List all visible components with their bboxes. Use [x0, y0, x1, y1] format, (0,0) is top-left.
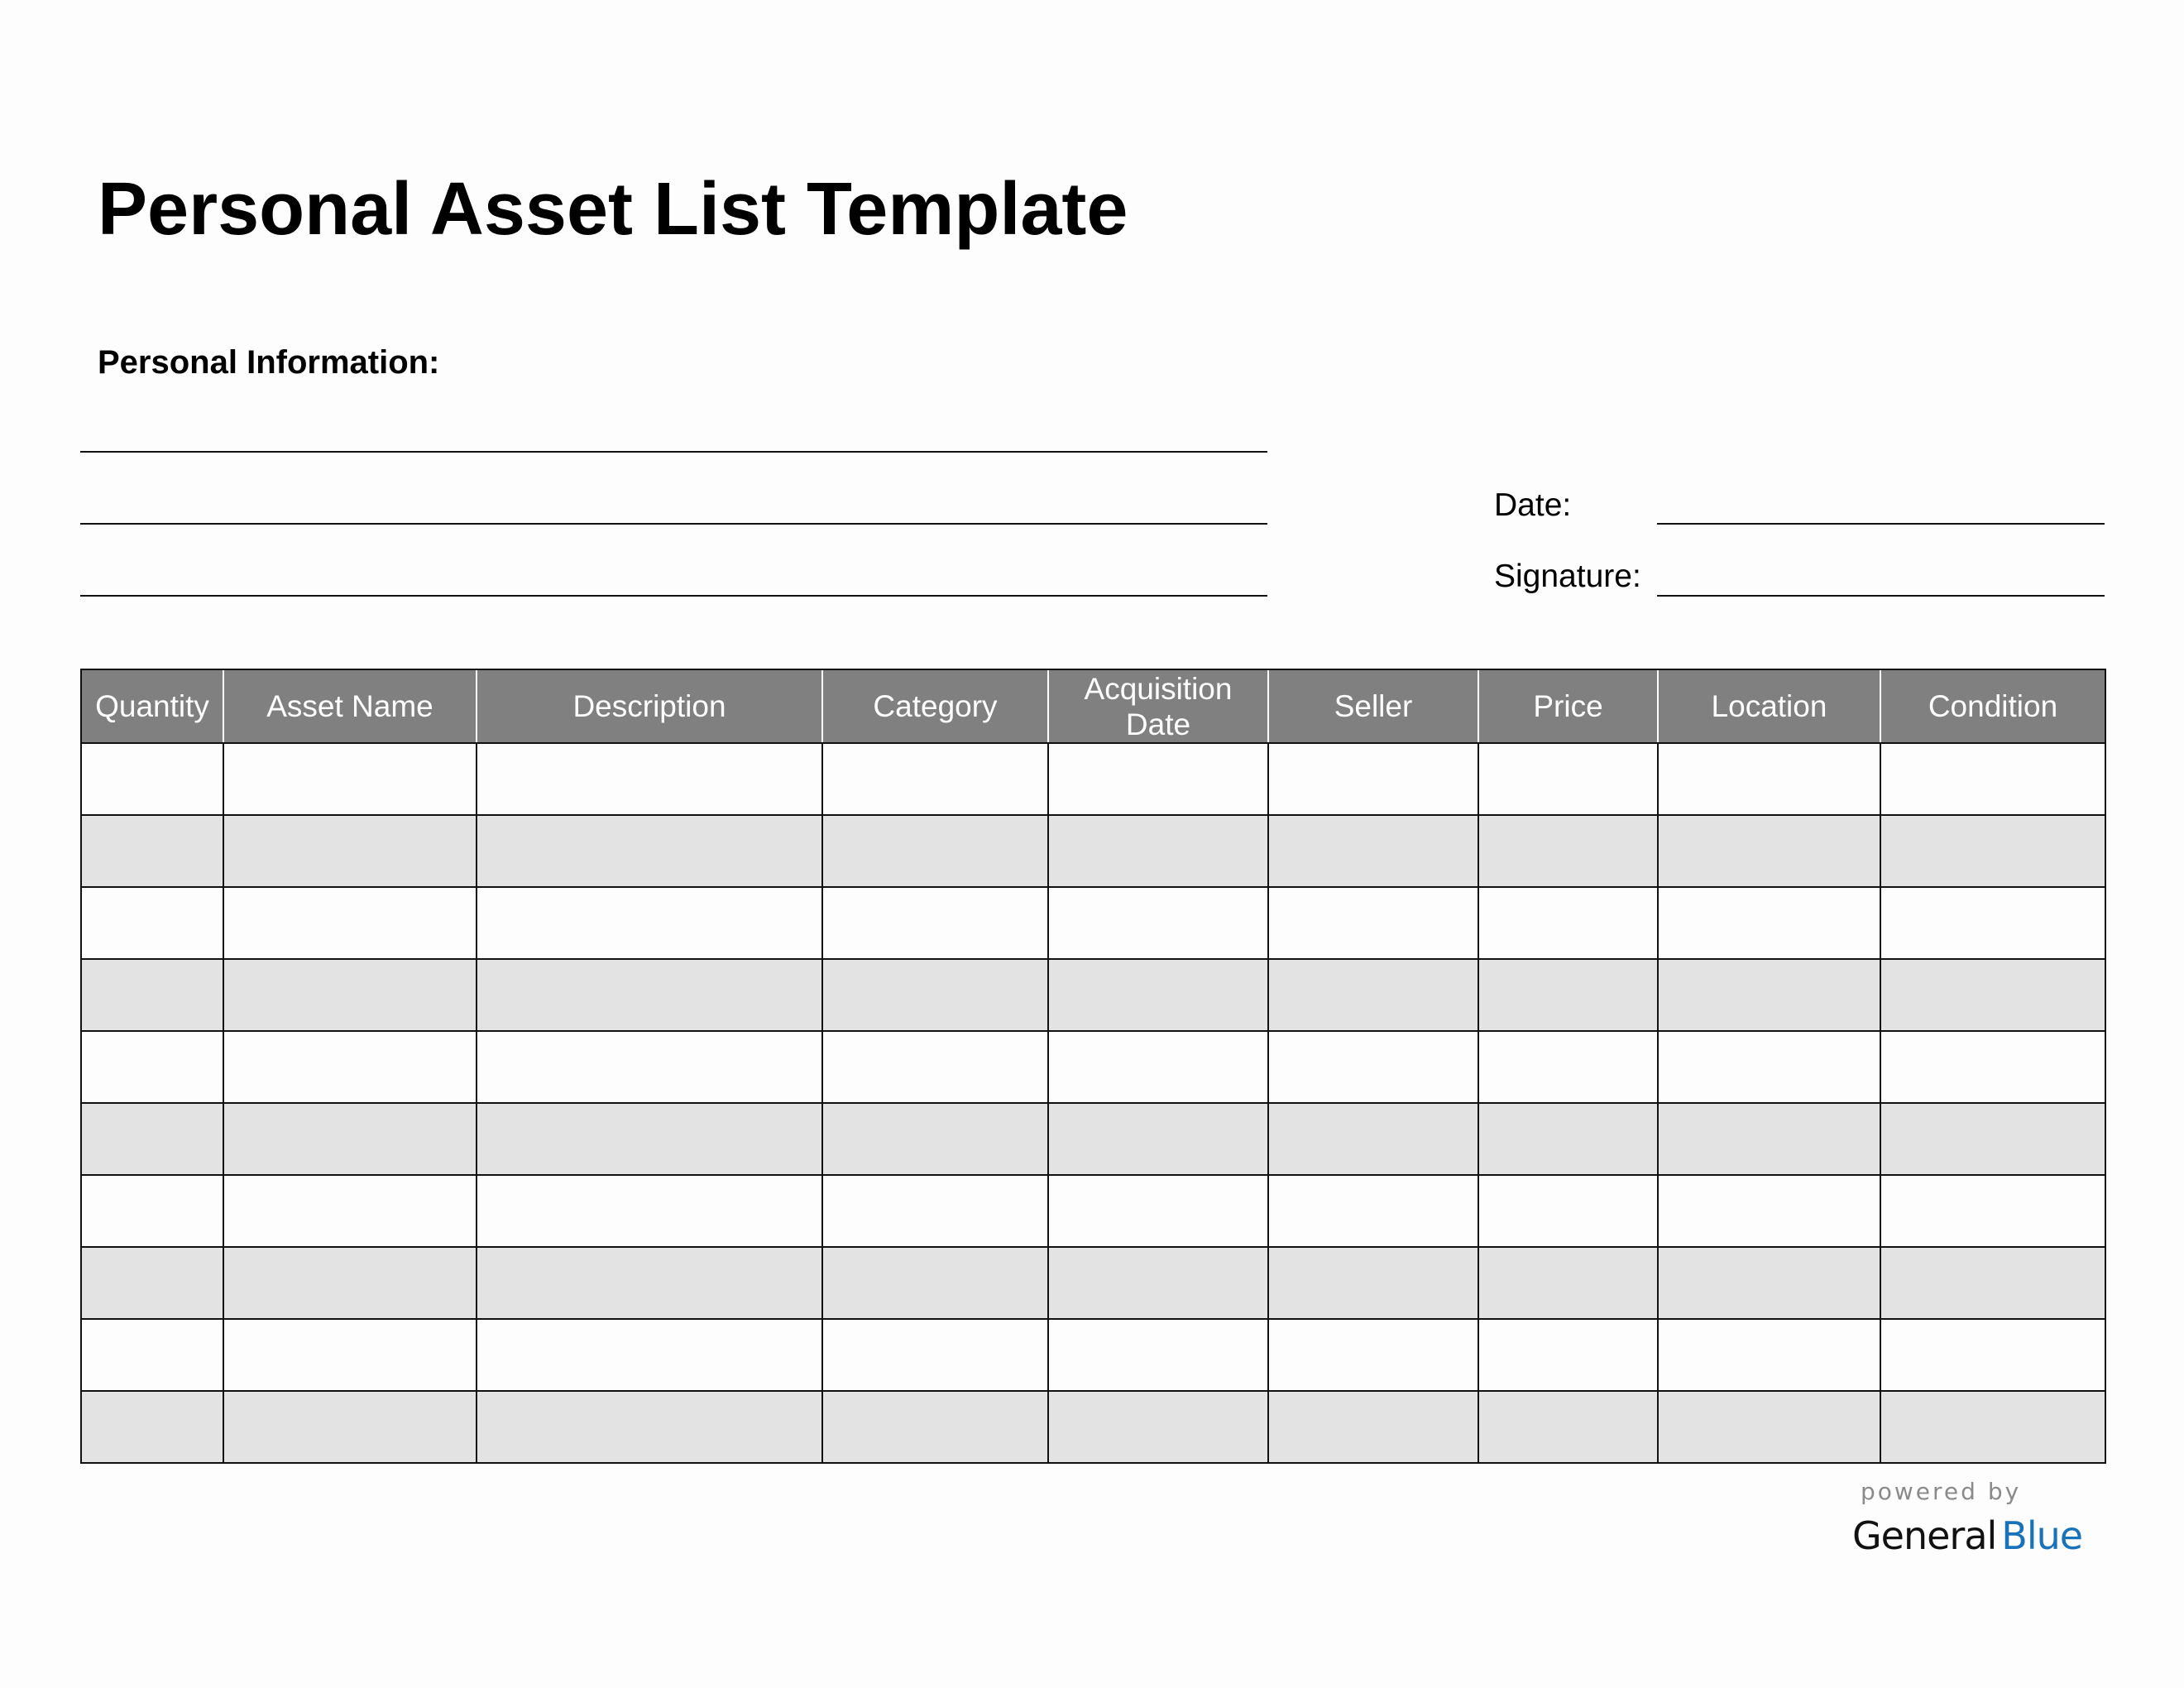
- cell-asset-name[interactable]: [223, 1175, 477, 1247]
- personal-info-line-3[interactable]: [80, 595, 1267, 597]
- cell-asset-name[interactable]: [223, 959, 477, 1031]
- cell-category[interactable]: [822, 1247, 1048, 1319]
- cell-description[interactable]: [477, 815, 822, 887]
- cell-description[interactable]: [477, 1103, 822, 1175]
- cell-price[interactable]: [1478, 743, 1658, 815]
- cell-price[interactable]: [1478, 1031, 1658, 1103]
- signature-label: Signature:: [1494, 559, 1641, 594]
- cell-price[interactable]: [1478, 1175, 1658, 1247]
- cell-acquisition-date[interactable]: [1048, 815, 1268, 887]
- cell-asset-name[interactable]: [223, 1391, 477, 1463]
- logo-text-general: General: [1852, 1513, 1997, 1558]
- cell-price[interactable]: [1478, 1247, 1658, 1319]
- date-field-line[interactable]: [1657, 523, 2105, 525]
- table-row: [81, 959, 2105, 1031]
- cell-price[interactable]: [1478, 815, 1658, 887]
- column-header-acquisition-date: Acquisition Date: [1048, 669, 1268, 743]
- column-header-condition: Condition: [1880, 669, 2105, 743]
- cell-condition[interactable]: [1880, 815, 2105, 887]
- column-header-category: Category: [822, 669, 1048, 743]
- table-row: [81, 743, 2105, 815]
- table-row: [81, 1175, 2105, 1247]
- cell-condition[interactable]: [1880, 887, 2105, 959]
- cell-quantity[interactable]: [81, 887, 223, 959]
- signature-field-line[interactable]: [1657, 595, 2105, 597]
- cell-seller[interactable]: [1268, 1175, 1478, 1247]
- date-label: Date:: [1494, 487, 1572, 523]
- cell-seller[interactable]: [1268, 743, 1478, 815]
- cell-quantity[interactable]: [81, 959, 223, 1031]
- cell-location[interactable]: [1658, 1247, 1880, 1319]
- personal-information-label: Personal Information:: [98, 344, 440, 381]
- cell-price[interactable]: [1478, 1319, 1658, 1391]
- cell-category[interactable]: [822, 1391, 1048, 1463]
- cell-condition[interactable]: [1880, 1103, 2105, 1175]
- cell-description[interactable]: [477, 1247, 822, 1319]
- cell-asset-name[interactable]: [223, 1319, 477, 1391]
- cell-condition[interactable]: [1880, 743, 2105, 815]
- cell-location[interactable]: [1658, 1175, 1880, 1247]
- cell-description[interactable]: [477, 1319, 822, 1391]
- column-header-description: Description: [477, 669, 822, 743]
- cell-condition[interactable]: [1880, 1031, 2105, 1103]
- cell-quantity[interactable]: [81, 1175, 223, 1247]
- table-row: [81, 815, 2105, 887]
- cell-category[interactable]: [822, 887, 1048, 959]
- cell-condition[interactable]: [1880, 1391, 2105, 1463]
- cell-category[interactable]: [822, 1103, 1048, 1175]
- cell-asset-name[interactable]: [223, 1103, 477, 1175]
- table-row: [81, 1031, 2105, 1103]
- cell-asset-name[interactable]: [223, 1031, 477, 1103]
- cell-seller[interactable]: [1268, 1247, 1478, 1319]
- cell-quantity[interactable]: [81, 1319, 223, 1391]
- cell-location[interactable]: [1658, 1031, 1880, 1103]
- cell-seller[interactable]: [1268, 887, 1478, 959]
- cell-quantity[interactable]: [81, 1103, 223, 1175]
- cell-location[interactable]: [1658, 1391, 1880, 1463]
- cell-seller[interactable]: [1268, 1103, 1478, 1175]
- cell-acquisition-date[interactable]: [1048, 1319, 1268, 1391]
- cell-description[interactable]: [477, 959, 822, 1031]
- cell-description[interactable]: [477, 743, 822, 815]
- cell-description[interactable]: [477, 887, 822, 959]
- cell-category[interactable]: [822, 1175, 1048, 1247]
- cell-seller[interactable]: [1268, 1031, 1478, 1103]
- cell-location[interactable]: [1658, 1103, 1880, 1175]
- column-header-location: Location: [1658, 669, 1880, 743]
- cell-location[interactable]: [1658, 1319, 1880, 1391]
- personal-info-line-2[interactable]: [80, 523, 1267, 525]
- cell-acquisition-date[interactable]: [1048, 1103, 1268, 1175]
- cell-quantity[interactable]: [81, 1391, 223, 1463]
- table-row: [81, 887, 2105, 959]
- cell-quantity[interactable]: [81, 1247, 223, 1319]
- cell-condition[interactable]: [1880, 1175, 2105, 1247]
- cell-category[interactable]: [822, 815, 1048, 887]
- column-header-quantity: Quantity: [81, 669, 223, 743]
- cell-category[interactable]: [822, 743, 1048, 815]
- powered-by-label: powered by: [1861, 1478, 2022, 1505]
- cell-category[interactable]: [822, 1319, 1048, 1391]
- cell-condition[interactable]: [1880, 1319, 2105, 1391]
- cell-location[interactable]: [1658, 743, 1880, 815]
- personal-info-line-1[interactable]: [80, 451, 1267, 453]
- cell-asset-name[interactable]: [223, 743, 477, 815]
- cell-quantity[interactable]: [81, 743, 223, 815]
- cell-acquisition-date[interactable]: [1048, 1247, 1268, 1319]
- cell-description[interactable]: [477, 1391, 822, 1463]
- cell-price[interactable]: [1478, 1103, 1658, 1175]
- table-row: [81, 1103, 2105, 1175]
- page-title: Personal Asset List Template: [98, 168, 1128, 251]
- cell-acquisition-date[interactable]: [1048, 1031, 1268, 1103]
- cell-seller[interactable]: [1268, 1391, 1478, 1463]
- cell-location[interactable]: [1658, 815, 1880, 887]
- table-header-row: [81, 669, 2105, 743]
- cell-quantity[interactable]: [81, 815, 223, 887]
- column-header-seller: Seller: [1268, 669, 1478, 743]
- cell-asset-name[interactable]: [223, 815, 477, 887]
- cell-category[interactable]: [822, 1031, 1048, 1103]
- cell-location[interactable]: [1658, 959, 1880, 1031]
- cell-acquisition-date[interactable]: [1048, 743, 1268, 815]
- cell-acquisition-date[interactable]: [1048, 959, 1268, 1031]
- column-header-price: Price: [1478, 669, 1658, 743]
- table-row: [81, 1247, 2105, 1319]
- cell-acquisition-date[interactable]: [1048, 887, 1268, 959]
- cell-condition[interactable]: [1880, 959, 2105, 1031]
- asset-table: [80, 669, 2106, 1464]
- cell-acquisition-date[interactable]: [1048, 1175, 1268, 1247]
- cell-category[interactable]: [822, 959, 1048, 1031]
- cell-description[interactable]: [477, 1175, 822, 1247]
- cell-price[interactable]: [1478, 959, 1658, 1031]
- logo-text-blue: Blue: [2001, 1513, 2083, 1558]
- cell-asset-name[interactable]: [223, 887, 477, 959]
- cell-price[interactable]: [1478, 1391, 1658, 1463]
- cell-seller[interactable]: [1268, 959, 1478, 1031]
- cell-seller[interactable]: [1268, 1319, 1478, 1391]
- table-row: [81, 1319, 2105, 1391]
- cell-description[interactable]: [477, 1031, 822, 1103]
- cell-seller[interactable]: [1268, 815, 1478, 887]
- table-row: [81, 1391, 2105, 1463]
- cell-acquisition-date[interactable]: [1048, 1391, 1268, 1463]
- column-header-asset-name: Asset Name: [223, 669, 477, 743]
- cell-location[interactable]: [1658, 887, 1880, 959]
- generalblue-logo: [1852, 1513, 2083, 1558]
- cell-asset-name[interactable]: [223, 1247, 477, 1319]
- cell-quantity[interactable]: [81, 1031, 223, 1103]
- cell-price[interactable]: [1478, 887, 1658, 959]
- cell-condition[interactable]: [1880, 1247, 2105, 1319]
